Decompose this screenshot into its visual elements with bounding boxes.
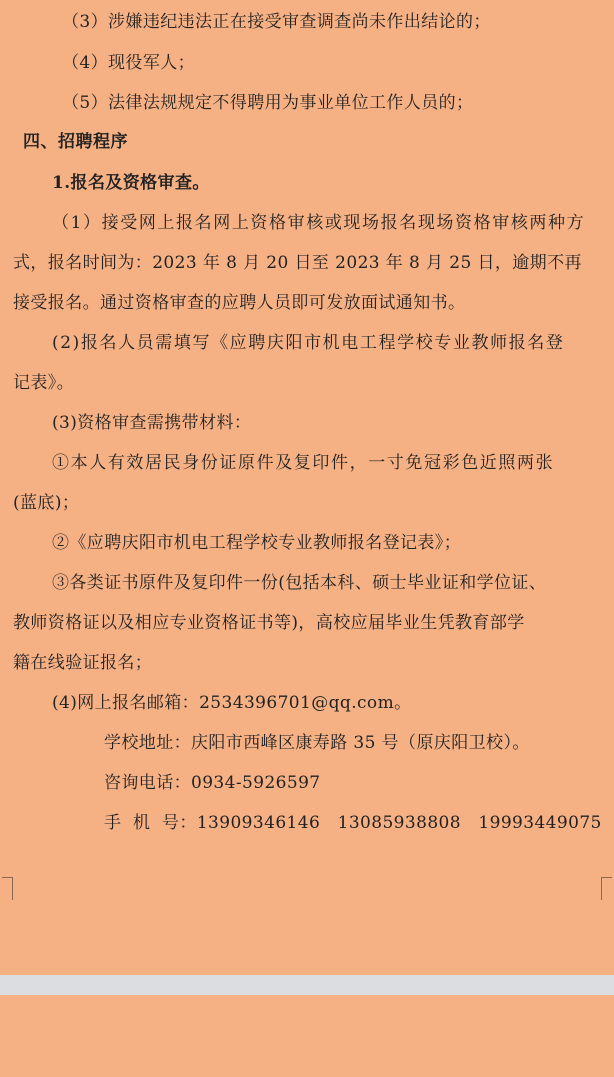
paragraph-line: (蓝底)； — [13, 493, 80, 513]
paragraph-line: （3）涉嫌违纪违法正在接受审查调查尚未作出结论的； — [62, 12, 491, 32]
paragraph-line: (2)报名人员需填写《应聘庆阳市机电工程学校专业教师报名登 — [52, 333, 565, 353]
page-gap — [0, 975, 614, 995]
paragraph-line: 教师资格证以及相应专业资格证书等)，高校应届毕业生凭教育部学 — [13, 613, 525, 633]
mobile-numbers: 手 机 号：13909346146 13085938808 19993449075 — [104, 813, 602, 833]
paragraph-line: 接受报名。通过资格审查的应聘人员即可发放面试通知书。 — [13, 293, 466, 313]
paragraph-line: （4）现役军人； — [62, 53, 196, 73]
paragraph-line: ③各类证书原件及复印件一份(包括本科、硕士毕业证和学位证、 — [52, 573, 547, 593]
paragraph-line: 记表》。 — [13, 373, 75, 393]
paragraph-line: （5）法律法规规定不得聘用为事业单位工作人员的； — [62, 93, 474, 113]
section-heading: 四、招聘程序 — [23, 132, 128, 152]
paragraph-line: （1）接受网上报名网上资格审核或现场报名现场资格审核两种方 — [52, 213, 586, 233]
paragraph-line: 式，报名时间为：2023 年 8 月 20 日至 2023 年 8 月 25 日，逾期不再 — [13, 253, 582, 273]
subsection-heading: 1.报名及资格审查。 — [52, 173, 210, 193]
paragraph-line: (3)资格审查需携带材料： — [52, 413, 252, 433]
school-address: 学校地址：庆阳市西峰区康寿路 35 号（原庆阳卫校）。 — [104, 733, 530, 753]
email-line: (4)网上报名邮箱：2534396701@qq.com。 — [52, 693, 412, 713]
next-page — [0, 995, 614, 1077]
page-margin-corner-left — [2, 877, 13, 900]
paragraph-line: ②《应聘庆阳市机电工程学校专业教师报名登记表》； — [52, 533, 462, 553]
paragraph-line: 籍在线验证报名； — [13, 653, 153, 673]
contact-phone: 咨询电话：0934-5926597 — [104, 773, 321, 793]
page-margin-corner-right — [601, 877, 612, 900]
paragraph-line: ①本人有效居民身份证原件及复印件，一寸免冠彩色近照两张 — [52, 453, 555, 473]
